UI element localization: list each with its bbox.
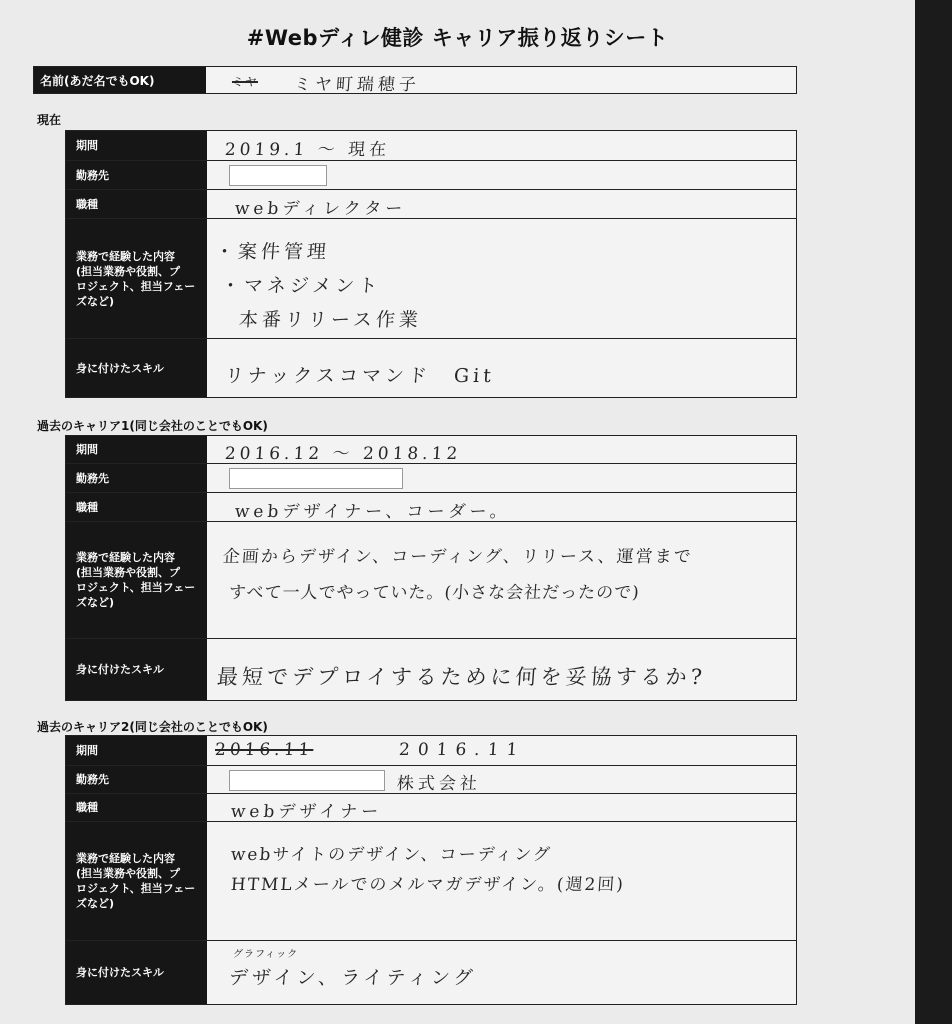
past2-period-struck: 2016.11	[214, 740, 315, 760]
past1-period: 2016.12 〜 2018.12	[224, 444, 462, 464]
redacted-box	[229, 770, 385, 791]
name-label: 名前(あだ名でもOK)	[34, 67, 206, 93]
job-label: 職種	[66, 190, 207, 218]
current-table	[65, 130, 797, 398]
past2-job-cell[interactable]	[207, 794, 796, 821]
skills-label: 身に付けたスキル	[66, 639, 207, 700]
job-label: 職種	[66, 493, 207, 521]
past2-job-row	[66, 794, 796, 822]
company-label: 勤務先	[66, 161, 207, 189]
current-period-row	[66, 131, 796, 161]
past2-company-suffix: 株式会社	[396, 774, 482, 794]
current-job-cell[interactable]	[207, 190, 796, 218]
duties-label: 業務で経験した内容 (担当業務や役割、プ ロジェクト、担当フェー ズなど)	[66, 522, 207, 638]
current-duty-2: ・マネジメント	[220, 275, 383, 297]
past1-period-cell[interactable]	[207, 436, 796, 463]
name-value: ミヤ町瑞穂子	[293, 75, 421, 95]
current-duty-3: 本番リリース作業	[238, 309, 423, 331]
company-label: 勤務先	[66, 766, 207, 793]
name-struck: ミヤ	[231, 75, 259, 89]
period-label: 期間	[66, 736, 207, 765]
past2-company-cell[interactable]	[207, 766, 796, 793]
past1-skills-row	[66, 639, 796, 700]
past2-period-cell[interactable]	[207, 736, 796, 765]
name-row	[33, 66, 797, 94]
past2-duty-1: webサイトのデザイン、コーディング	[230, 845, 553, 865]
current-skills-row	[66, 339, 796, 397]
company-label: 勤務先	[66, 464, 207, 492]
current-company-row	[66, 161, 796, 190]
current-duties-row	[66, 219, 796, 339]
current-period: 2019.1 〜 現在	[224, 140, 391, 160]
past2-skills-row	[66, 941, 796, 1004]
sheet-title: #Webディレ健診 キャリア振り返りシート	[246, 26, 669, 50]
current-job-row	[66, 190, 796, 219]
past1-duties-row	[66, 522, 796, 639]
past1-job: webデザイナー、コーダー。	[234, 502, 512, 522]
past1-table	[65, 435, 797, 701]
past2-skills: デザイン、ライティング	[228, 967, 478, 989]
current-skills-cell[interactable]	[207, 339, 796, 397]
current-skills: リナックスコマンド Git	[224, 365, 496, 387]
past1-company-cell[interactable]	[207, 464, 796, 492]
section-current-title: 現在	[37, 113, 62, 127]
past2-period-row	[66, 736, 796, 766]
past2-duties-row	[66, 822, 796, 941]
current-duty-1: ・案件管理	[214, 241, 331, 263]
past2-duties-cell[interactable]	[207, 822, 796, 940]
skills-label: 身に付けたスキル	[66, 941, 207, 1004]
past2-job: webデザイナー	[230, 802, 383, 822]
past1-job-cell[interactable]	[207, 493, 796, 521]
past1-skills-cell[interactable]	[207, 639, 796, 700]
section-past1-title: 過去のキャリア1(同じ会社のことでもOK)	[37, 419, 268, 433]
past1-duty-2: すべて一人でやっていた。(小さな会社だったので)	[228, 583, 641, 603]
duties-label: 業務で経験した内容 (担当業務や役割、プ ロジェクト、担当フェー ズなど)	[66, 219, 207, 338]
period-label: 期間	[66, 436, 207, 463]
duties-label: 業務で経験した内容 (担当業務や役割、プ ロジェクト、担当フェー ズなど)	[66, 822, 207, 940]
section-past2-title: 過去のキャリア2(同じ会社のことでもOK)	[37, 720, 268, 734]
skills-label: 身に付けたスキル	[66, 339, 207, 397]
current-period-cell[interactable]	[207, 131, 796, 160]
past1-job-row	[66, 493, 796, 522]
past1-company-row	[66, 464, 796, 493]
name-value-cell[interactable]	[206, 67, 796, 93]
job-label: 職種	[66, 794, 207, 821]
period-label: 期間	[66, 131, 207, 160]
past2-company-row	[66, 766, 796, 794]
past1-period-row	[66, 436, 796, 464]
past2-skills-note: グラフィック	[232, 949, 299, 960]
redacted-box	[229, 165, 327, 186]
past1-skills: 最短でデプロイするために何を妥協するか?	[216, 665, 707, 689]
current-duties-cell[interactable]	[207, 219, 796, 338]
past1-duty-1: 企画からデザイン、コーディング、リリース、運営まで	[222, 547, 694, 567]
redacted-box	[229, 468, 403, 489]
past2-skills-cell[interactable]	[207, 941, 796, 1004]
past2-period: 2016.11	[398, 740, 527, 760]
past2-table	[65, 735, 797, 1005]
current-company-cell[interactable]	[207, 161, 796, 189]
current-job: webディレクター	[234, 199, 407, 219]
past1-duties-cell[interactable]	[207, 522, 796, 638]
past2-duty-2: HTMLメールでのメルマガデザイン。(週2回)	[230, 875, 626, 895]
